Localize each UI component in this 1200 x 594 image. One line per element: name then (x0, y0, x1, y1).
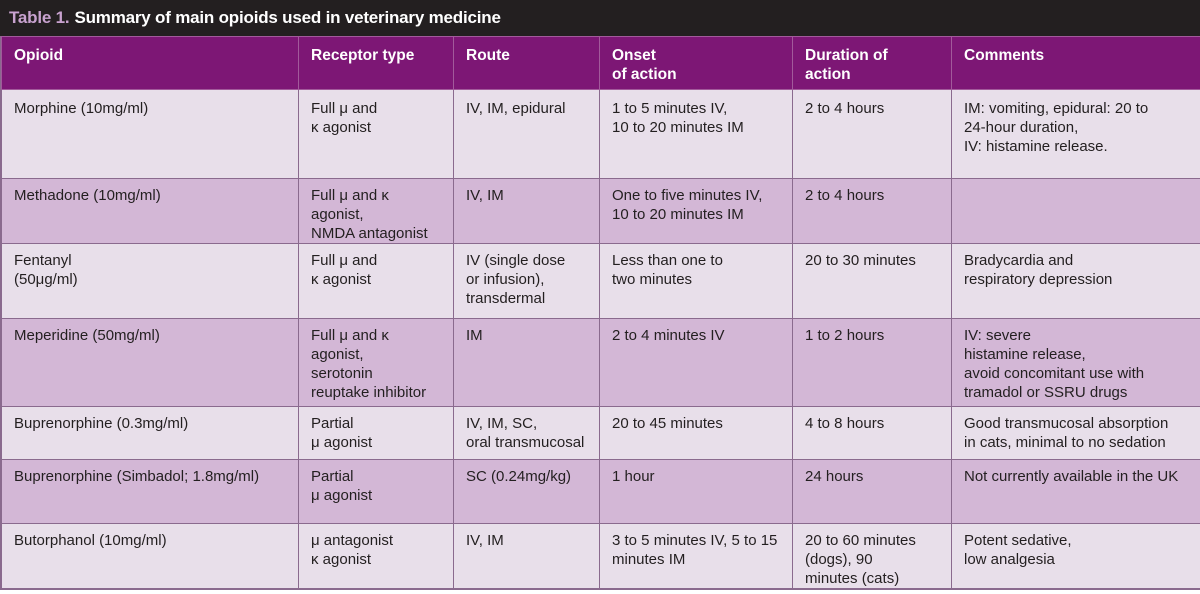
cell-opioid: Butorphanol (10mg/ml) (2, 524, 299, 589)
cell-comments: Bradycardia and respiratory depression (952, 244, 1200, 319)
cell-comments (952, 179, 1200, 244)
cell-opioid: Morphine (10mg/ml) (2, 90, 299, 179)
cell-opioid: Fentanyl (50μg/ml) (2, 244, 299, 319)
table-caption (0, 0, 1200, 36)
cell-opioid: Buprenorphine (Simbadol; 1.8mg/ml) (2, 460, 299, 524)
cell-comments: Good transmucosal absorption in cats, minimal to no sedation (952, 407, 1200, 460)
cell-opioid: Buprenorphine (0.3mg/ml) (2, 407, 299, 460)
cell-route: IM (454, 319, 600, 407)
header-duration: Duration of action (793, 37, 952, 90)
cell-onset: Less than one to two minutes (600, 244, 793, 319)
cell-route: IV, IM, SC, oral transmucosal (454, 407, 600, 460)
cell-onset: 20 to 45 minutes (600, 407, 793, 460)
table-row (2, 244, 1200, 319)
cell-route: IV, IM, epidural (454, 90, 600, 179)
cell-receptor-type: Partial μ agonist (299, 407, 454, 460)
cell-comments: IV: severe histamine release, avoid concomitant use with tramadol or SSRU drugs (952, 319, 1200, 407)
table-row (2, 407, 1200, 460)
cell-route: SC (0.24mg/kg) (454, 460, 600, 524)
header-route: Route (454, 37, 600, 90)
cell-onset: 1 hour (600, 460, 793, 524)
table-row (2, 90, 1200, 179)
table-title: Summary of main opioids used in veterinary medicine (74, 8, 501, 27)
cell-duration: 20 to 30 minutes (793, 244, 952, 319)
cell-comments: IM: vomiting, epidural: 20 to 24-hour duration, IV: histamine release. (952, 90, 1200, 179)
cell-route: IV, IM (454, 524, 600, 589)
cell-receptor-type: Full μ and κ agonist, NMDA antagonist (299, 179, 454, 244)
table-row (2, 179, 1200, 244)
cell-duration: 2 to 4 hours (793, 179, 952, 244)
cell-receptor-type: μ antagonist κ agonist (299, 524, 454, 589)
header-receptor-type: Receptor type (299, 37, 454, 90)
cell-duration: 20 to 60 minutes (dogs), 90 minutes (cats) (793, 524, 952, 589)
header-opioid: Opioid (2, 37, 299, 90)
cell-receptor-type: Full μ and κ agonist (299, 244, 454, 319)
cell-duration: 2 to 4 hours (793, 90, 952, 179)
cell-opioid: Meperidine (50mg/ml) (2, 319, 299, 407)
header-onset: Onset of action (600, 37, 793, 90)
cell-onset: 3 to 5 minutes IV, 5 to 15 minutes IM (600, 524, 793, 589)
header-row (2, 37, 1200, 90)
cell-duration: 1 to 2 hours (793, 319, 952, 407)
cell-receptor-type: Partial μ agonist (299, 460, 454, 524)
table-row (2, 319, 1200, 407)
cell-onset: 1 to 5 minutes IV, 10 to 20 minutes IM (600, 90, 793, 179)
cell-onset: One to five minutes IV, 10 to 20 minutes IM (600, 179, 793, 244)
cell-route: IV (single dose or infusion), transdermal (454, 244, 600, 319)
cell-receptor-type: Full μ and κ agonist, serotonin reuptake inhibitor (299, 319, 454, 407)
cell-route: IV, IM (454, 179, 600, 244)
table-row (2, 524, 1200, 589)
cell-duration: 24 hours (793, 460, 952, 524)
cell-duration: 4 to 8 hours (793, 407, 952, 460)
cell-comments: Not currently available in the UK (952, 460, 1200, 524)
opioids-table (1, 36, 1200, 589)
table-number: Table 1. (9, 8, 70, 27)
cell-opioid: Methadone (10mg/ml) (2, 179, 299, 244)
header-comments: Comments (952, 37, 1200, 90)
table-row (2, 460, 1200, 524)
cell-comments: Potent sedative, low analgesia (952, 524, 1200, 589)
cell-receptor-type: Full μ and κ agonist (299, 90, 454, 179)
cell-onset: 2 to 4 minutes IV (600, 319, 793, 407)
